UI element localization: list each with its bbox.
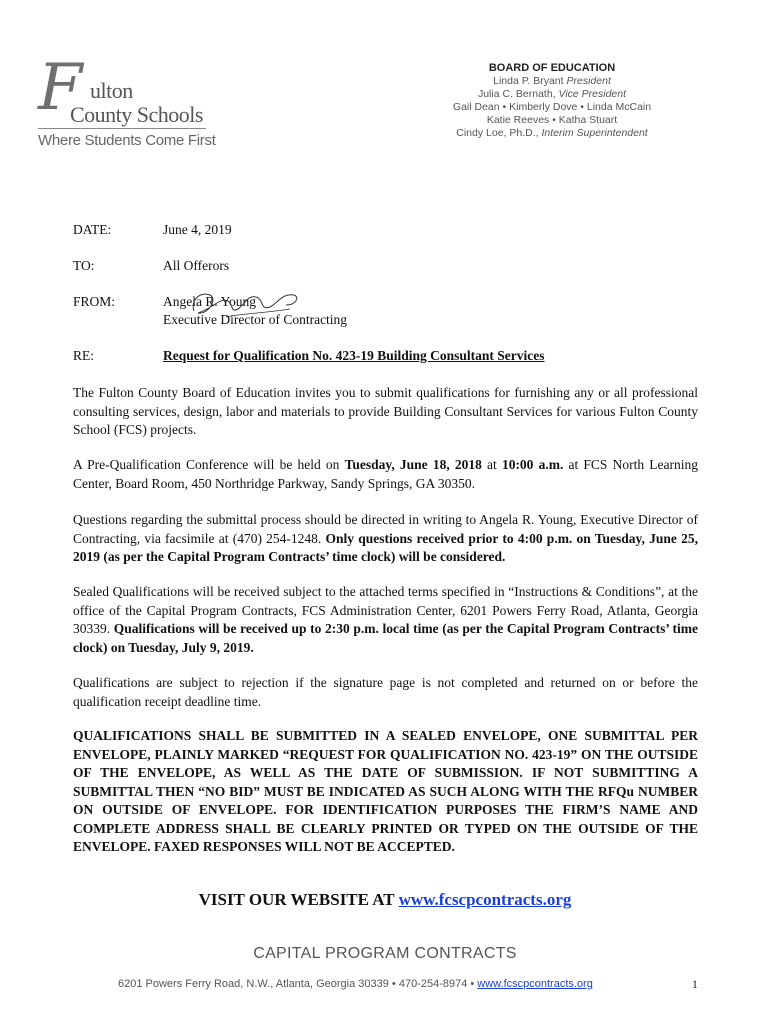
questions-paragraph: Questions regarding the submittal process should be directed in writing to Angela R. Young, Executive Director of Contracting, via facsimile at (470) 254-1248. Only questions received prior to 4:00 p.m. on Tuesday, June 25, 2019 (as per the Capital Program Contracts’ time clock) will be considered.	[73, 512, 698, 564]
board-member-line-4: Katie Reeves • Katha Stuart	[486, 114, 618, 126]
board-member-line-5: Cindy Loe, Ph.D., Interim Superintendent	[456, 127, 648, 139]
logo-initial: F	[38, 51, 83, 125]
submission-instructions-paragraph: QUALIFICATIONS SHALL BE SUBMITTED IN A SEALED ENVELOPE, ONE SUBMITTAL PER ENVELOPE, PLAINLY MARKED “REQUEST FOR QUALIFICATION NO. 423-19” ON THE OUTSIDE OF THE ENVELOPE, AS WELL AS THE DATE OF SUBMISSION. IF NOT SUBMITTING A SUBMITTAL THEN “NO BID” MUST BE INDICATED AS SUCH ALONG WITH THE RFQu NUMBER ON OUTSIDE OF ENVELOPE. FOR IDENTIFICATION PURPOSES THE FIRM’S NAME AND COMPLETE ADDRESS SHALL BE CLEARLY PRINTED OR TYPED ON THE OUTSIDE OF THE ENVELOPE. FAXED RESPONSES WILL NOT BE ACCEPTED.	[73, 728, 698, 854]
intro-paragraph: The Fulton County Board of Education invites you to submit qualifications for furnishing any or all professional consulting services, design, labor and materials to provide Building Consultant Services for various Fulton County School (FCS) projects.	[73, 385, 698, 437]
handwritten-signature	[186, 283, 306, 325]
board-member-line-2: Julia C. Bernath, Vice President	[477, 88, 627, 100]
logo-divider	[38, 128, 206, 129]
footer-website-link[interactable]: www.fcscpcontracts.org	[477, 978, 593, 990]
to-label: TO:	[73, 258, 95, 273]
logo-tagline: Where Students Come First	[38, 132, 216, 149]
sealed-qualifications-paragraph: Sealed Qualifications will be received subject to the attached terms specified in “Instructions & Conditions”, at the office of the Capital Program Contracts, FCS Administration Center, 6201 Powers Ferry Road, Atlanta, Georgia 30339. Qualifications will be received up to 2:30 p.m. local time (as per the Capital Program Contracts’ time clock) on Tuesday, July 9, 2019.	[73, 584, 699, 655]
pre-qualification-paragraph: A Pre-Qualification Conference will be held on Tuesday, June 18, 2018 at 10:00 a.m. at FCS North Learning Center, Board Room, 450 Northridge Parkway, Sandy Springs, GA 30350.	[73, 457, 698, 491]
footer-department-title: CAPITAL PROGRAM CONTRACTS	[253, 945, 517, 962]
footer-address: 6201 Powers Ferry Road, N.W., Atlanta, Georgia 30339 • 470-254-8974 • www.fcscpcontracts.org	[118, 978, 593, 990]
visit-website-line: VISIT OUR WEBSITE AT www.fcscpcontracts.org	[198, 890, 572, 909]
website-link[interactable]: www.fcscpcontracts.org	[398, 890, 572, 909]
re-label: RE:	[73, 348, 95, 363]
re-subject: Request for Qualification No. 423-19 Building Consultant Services	[163, 348, 545, 363]
logo-name-line1: ulton	[90, 78, 133, 103]
logo-name-line2: County Schools	[70, 102, 203, 127]
board-member-line-3: Gail Dean • Kimberly Dove • Linda McCain	[452, 101, 652, 113]
from-name: Angela R. Young	[163, 294, 257, 309]
rejection-paragraph: Qualifications are subject to rejection if the signature page is not completed and returned on or before the qualification receipt deadline time.	[73, 675, 698, 709]
to-value: All Offerors	[163, 258, 230, 273]
board-member-line-1: Linda P. Bryant President	[493, 75, 611, 87]
date-value: June 4, 2019	[163, 222, 232, 237]
board-of-education-list	[430, 62, 674, 140]
from-label: FROM:	[73, 294, 116, 309]
from-title: Executive Director of Contracting	[163, 312, 348, 327]
page-number: 1	[692, 979, 698, 991]
board-title: BOARD OF EDUCATION	[488, 62, 616, 74]
fulton-county-schools-logo	[36, 51, 216, 154]
date-label: DATE:	[73, 222, 112, 237]
